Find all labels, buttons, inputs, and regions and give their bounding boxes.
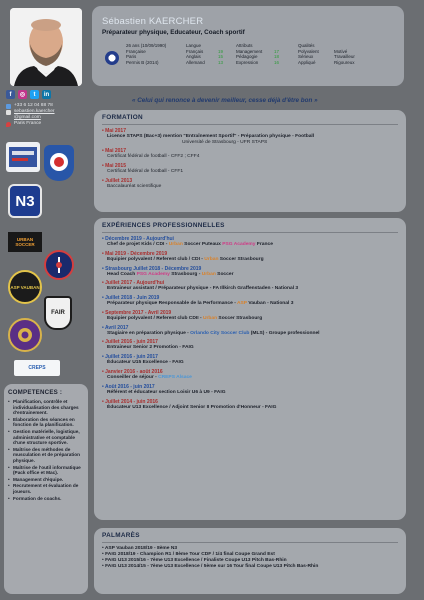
palmares-item: • ASP Vauban 2018/19 - 8ème N3 (102, 546, 398, 552)
qualities-header: Qualités (298, 43, 315, 48)
social-links (6, 90, 51, 99)
formation-entry: • Juillet 2013 Baccalauréat scientifique (102, 178, 398, 190)
ligue-football-logo (44, 145, 74, 181)
email-icon (6, 110, 11, 115)
qualities-column (298, 43, 355, 65)
experience-entry: • Juillet 2016 - juin 2017 Entraineur Senior 2 Promotion - FAIG (102, 339, 398, 351)
experience-entry: • Juillet 2018 - Juin 2019 Préparateur physique Responsable de la Performance - ASP Vauban - National 3 (102, 295, 398, 307)
experience-entry: • Mai 2019 - Décembre 2019 Equipier polyvalent / Referent club / CDI - Urban Soccer Strasbourg (102, 251, 398, 263)
language-row: Allemand 13 (186, 59, 223, 65)
competence-item: • Formation de coachs. (8, 496, 84, 502)
formation-entry: • Mai 2017 Certificat fédéral de football - CFF2 ; CFF4 (102, 148, 398, 160)
language-row: Anglais 15 (186, 54, 223, 60)
attributes-header: Attributs (236, 43, 253, 48)
motto-quote: « Celui qui renonce à devenir meilleur, cesse déjà d'être bon » (132, 97, 318, 104)
quality-row: Sérieux Travailleur (298, 54, 355, 60)
quality-row: Appliqué Rigoureux (298, 59, 355, 65)
competence-item: • Maîtrise des méthodes de musculation et de préparation physique. (8, 447, 84, 464)
french-flag-icon (105, 51, 119, 65)
competence-item: • Gestion matérielle, logistique, administrative et comptable d'une structure sportive. (8, 429, 84, 446)
competences-list (8, 399, 84, 501)
competence-item: • Recrutement et évaluation de joueurs. (8, 483, 84, 494)
profile-name: Sébastien KAERCHER (102, 16, 204, 27)
experience-entry: • Juillet 2017 - Aujourd'hui Entraineur assistant / Préparateur physique - FA Illkirch Graffenstaden - National 3 (102, 280, 398, 292)
contact-email[interactable]: sebastien.kaercher (14, 109, 55, 114)
twitter-icon[interactable]: t (30, 90, 39, 99)
palmares-list (102, 546, 398, 570)
asp-vauban-logo: ASP VAUBAN (8, 270, 42, 304)
experience-entry: • Juillet 2014 - juin 2016 Éducateur U13 Excellence / Adjoint Senior II Promotion d'Honneur - FAIG (102, 399, 398, 411)
attribute-row: Expression 16 (236, 59, 279, 65)
facebook-icon[interactable]: f (6, 90, 15, 99)
language-row: Français 19 (186, 48, 223, 54)
urban-soccer-logo: URBAN SOCCER (8, 232, 42, 252)
fair-logo: FAIR (44, 296, 72, 330)
competence-item: • Planification, contrôle et individualisation des charges d'entrainement. (8, 399, 84, 416)
psg-academy-logo (44, 250, 74, 280)
palmares-item: • FAIG U13 2015/16 - 7ème U13 Excellence / Finaliste Coupe U13 Pitch Bas-Rhin (102, 558, 398, 564)
staps-logo (6, 142, 40, 172)
experiences-card (94, 218, 406, 520)
avatar-photo (10, 8, 82, 86)
competence-item: • Maîtrise de l'outil informatique (Pack office et Mac). (8, 465, 84, 476)
palmares-card (94, 528, 406, 594)
languages-header: Langue (186, 43, 202, 48)
palmares-title: PALMARÈS (102, 532, 398, 543)
contact-location: Paris France (14, 121, 42, 126)
experience-entry: • Strasbourg Juillet 2018 - Décembre 2019 Head Coach PSG Academy Strasbourg - Urban Soccer (102, 266, 398, 278)
contact-email-domain[interactable]: @gmail.com (14, 115, 41, 120)
linkedin-icon[interactable]: in (43, 91, 50, 98)
competences-title: COMPETENCES : (8, 389, 63, 396)
attribute-row: Management 17 (236, 48, 279, 54)
orlando-city-logo (8, 318, 42, 352)
palmares-item: • FAIG U13 2014/15 - 7ème U13 Excellence / 5ème sur 16 Tour final Coupe U13 Pitch Bas-Rhin (102, 564, 398, 570)
profile-info-column (126, 43, 166, 65)
formation-entry: • Mai 2017 Licence STAPS (Bac+3) mention "Entraînement Sportif" - Préparation physique - Football Université de Strasbourg - UFR STAPS (102, 128, 398, 145)
experience-entry: • Décembre 2019 - Aujourd'hui Chef de projet Kids / CDI - Urban Soccer Puteaux PSG Academy France (102, 236, 398, 248)
profile-subtitle: Préparateur physique, Educateur, Coach sportif (102, 29, 245, 36)
languages-column (186, 43, 223, 65)
avatar (10, 8, 82, 86)
info-age: 26 ans (10/09/1990) (126, 43, 167, 48)
experiences-title: EXPÉRIENCES PROFESSIONNELLES (102, 222, 398, 233)
instagram-icon[interactable]: ◎ (19, 92, 26, 98)
info-nationality: Française (126, 48, 146, 54)
n3-logo: N3 (8, 184, 42, 218)
formation-title: FORMATION (102, 114, 398, 125)
experience-entry: • Septembre 2017 - Avril 2019 Equipier polyvalent / Referent club CDII - Urban Soccer Strasbourg (102, 310, 398, 322)
contact-block (6, 103, 55, 127)
info-city: Paris (126, 54, 137, 60)
attribute-row: Pédagogie 18 (236, 54, 279, 60)
experience-entry: • Août 2016 - juin 2017 Référent et éducateur section Loisir U6 à U9 - FAIG (102, 384, 398, 396)
quality-row: Polyvalent Motivé (298, 48, 348, 54)
palmares-item: • FAIG 2018/19 - Champion R1 / 8ème Tour CDF / 1/4 final Coupe Grand Est (102, 552, 398, 558)
competences-card (4, 384, 88, 594)
info-license: Permis B (2014) (126, 59, 159, 65)
creps-logo: CREPS (14, 360, 60, 376)
experience-entry: • Janvier 2016 - août 2016 Conseiller de séjour - CREPS Alsace (102, 369, 398, 381)
contact-phone[interactable]: +33 6 12 04 88 78 (14, 103, 53, 108)
location-pin-icon (6, 122, 11, 127)
competence-item: • Elaboration des séances en fonction de la planification. (8, 417, 84, 428)
competence-item: • Management d'équipe. (8, 477, 84, 483)
formation-card (94, 110, 406, 212)
phone-icon (6, 104, 11, 109)
experience-entry: • Juillet 2016 - juin 2017 Éducateur U15 Excellence - FAIG (102, 354, 398, 366)
formation-entry: • Mai 2015 Certificat fédéral de football - CFF1 (102, 163, 398, 175)
experience-entry: • Avril 2017 Stagiaire en préparation physique - Orlando City Soccer Club (MLS) - Groupe professionnel (102, 325, 398, 337)
attributes-column (236, 43, 279, 65)
